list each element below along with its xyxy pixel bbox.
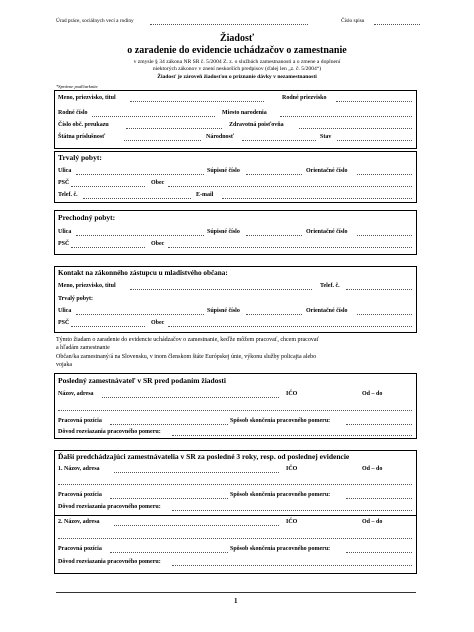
perm-email-field[interactable] xyxy=(222,198,412,199)
nationality-label: Národnosť xyxy=(206,134,235,140)
temp-street-label: Ulica xyxy=(58,229,72,235)
employer-2-name-field[interactable] xyxy=(114,525,279,526)
perm-town-field[interactable] xyxy=(168,186,412,187)
temp-orient-no-field[interactable] xyxy=(357,235,412,236)
employer-2-reason-label: Dôvod rozviazania pracovného pomeru: xyxy=(58,559,161,565)
guardian-street-label: Ulica xyxy=(58,308,72,314)
temp-psc-field[interactable] xyxy=(71,247,145,248)
file-no-label: Číslo spisu xyxy=(341,18,365,24)
employer-1-termination-field[interactable] xyxy=(346,498,412,499)
employer-2-address-field[interactable] xyxy=(58,538,412,539)
footer-rule xyxy=(56,592,416,593)
id-card-label: Číslo obč. preukazu xyxy=(58,122,109,128)
perm-street-field[interactable] xyxy=(76,174,204,175)
last-employer-address-field[interactable] xyxy=(58,410,412,411)
other-employers-heading: Ďalší predchádzajúci zamestnávatelia v SR za posledné 3 roky, resp. od poslednej evidencie xyxy=(58,452,350,461)
file-no-field[interactable] xyxy=(374,24,420,25)
birth-place-label: Miesto narodenia xyxy=(222,110,267,116)
name-label: Meno, priezvisko, titul xyxy=(58,95,116,101)
law-reference-1: v zmysle § 34 zákona NR SR č. 5/2004 Z. z. o službách zamestnanosti a o zmene a doplnení xyxy=(133,59,341,65)
permanent-residence-box xyxy=(54,151,417,203)
last-employer-ico-label: IČO xyxy=(286,391,298,397)
perm-phone-field[interactable] xyxy=(83,198,191,199)
temp-street-field[interactable] xyxy=(76,235,204,236)
employer-1-position-label: Pracovná pozícia xyxy=(58,492,102,498)
employer-2-position-field[interactable] xyxy=(110,552,228,553)
perm-phone-label: Telef. č. xyxy=(58,192,78,198)
perm-reg-no-label: Súpisné číslo xyxy=(207,168,240,174)
last-reason-label: Dôvod rozviazania pracovného pomeru: xyxy=(58,429,161,435)
employer-1-reason-field[interactable] xyxy=(172,510,412,511)
maiden-name-label: Rodné priezvisko xyxy=(282,95,327,101)
citizenship-label: Štátna príslušnosť xyxy=(58,134,106,140)
last-employer-name-field[interactable] xyxy=(102,397,279,398)
maiden-name-field[interactable] xyxy=(336,101,412,102)
guardian-name-field[interactable] xyxy=(130,289,312,290)
declaration-text-2: a hľadám zamestnanie xyxy=(56,345,110,351)
declaration-text-1: Týmto žiadam o zaradenie do evidencie uchádzačov o zamestnanie, keďže môžem pracovať, chcem pracovať xyxy=(56,337,320,343)
birth-place-field[interactable] xyxy=(280,116,412,117)
guardian-psc-label: PSČ xyxy=(58,320,70,326)
citizenship-field[interactable] xyxy=(124,140,201,141)
guardian-phone-field[interactable] xyxy=(346,289,412,290)
employee-text-2: vojaka xyxy=(56,362,72,368)
office-field[interactable] xyxy=(150,24,308,25)
benefit-note: Žiadosť je zároveň žiadosťou o priznanie dávky v nezamestnanosti xyxy=(157,74,317,80)
temporary-heading: Prechodný pobyt: xyxy=(58,213,116,222)
form-title: Žiadosť xyxy=(219,33,255,44)
last-employer-name-label: Názov, adresa xyxy=(58,391,94,397)
employer-2-termination-label: Spôsob skončenia pracovného pomeru: xyxy=(230,546,331,552)
temp-town-field[interactable] xyxy=(168,247,412,248)
perm-street-label: Ulica xyxy=(58,168,72,174)
last-position-field[interactable] xyxy=(110,424,228,425)
employer-1-reason-label: Dôvod rozviazania pracovného pomeru: xyxy=(58,504,161,510)
last-position-label: Pracovná pozícia xyxy=(58,418,102,424)
employer-2-name-label: 2. Názov, adresa xyxy=(58,519,100,525)
office-label: Úrad práce, sociálnych vecí a rodiny xyxy=(56,18,134,24)
temp-reg-no-field[interactable] xyxy=(246,235,302,236)
employer-1-address-field[interactable] xyxy=(58,484,412,485)
nationality-field[interactable] xyxy=(242,140,316,141)
temp-orient-no-label: Orientačné číslo xyxy=(306,229,348,235)
perm-email-label: E-mail xyxy=(196,192,214,198)
guardian-town-field[interactable] xyxy=(168,326,412,327)
insurance-label: Zdravotná poisťovňa xyxy=(229,122,284,128)
last-termination-field[interactable] xyxy=(346,424,412,425)
name-field[interactable] xyxy=(130,101,264,102)
status-field[interactable] xyxy=(337,140,412,141)
temp-town-label: Obec xyxy=(151,241,165,247)
underline-note: *Správne podčiarknite xyxy=(56,84,98,89)
perm-psc-label: PSČ xyxy=(58,180,70,186)
employer-1-name-label: 1. Názov, adresa xyxy=(58,466,100,472)
perm-orient-no-field[interactable] xyxy=(357,174,412,175)
temp-psc-label: PSČ xyxy=(58,241,70,247)
guardian-phone-label: Telef. č. xyxy=(320,283,340,289)
guardian-name-label: Meno, priezvisko, titul xyxy=(58,283,116,289)
insurance-field[interactable] xyxy=(299,128,412,129)
last-employer-dates-label: Od – do xyxy=(362,391,383,397)
birth-no-field[interactable] xyxy=(92,116,215,117)
perm-orient-no-label: Orientačné číslo xyxy=(306,168,348,174)
perm-psc-field[interactable] xyxy=(71,186,145,187)
guardian-orient-no-label: Orientačné číslo xyxy=(306,308,348,314)
form-subtitle: o zaradenie do evidencie uchádzačov o zamestnanie xyxy=(127,45,347,56)
birth-no-label: Rodné číslo xyxy=(58,110,88,116)
guardian-reg-no-label: Súpisné číslo xyxy=(207,308,240,314)
guardian-psc-field[interactable] xyxy=(71,326,145,327)
employer-1-dates-label: Od – do xyxy=(362,466,383,472)
employer-2-reason-field[interactable] xyxy=(172,565,412,566)
guardian-orient-no-field[interactable] xyxy=(357,314,412,315)
perm-reg-no-field[interactable] xyxy=(246,174,302,175)
law-reference-2: niektorých zákonov v znení neskorších predpisov (ďalej len „z. č. 5/2004“) xyxy=(152,66,322,72)
permanent-heading: Trvalý pobyt: xyxy=(58,153,102,162)
employer-1-termination-label: Spôsob skončenia pracovného pomeru: xyxy=(230,492,331,498)
employer-1-name-field[interactable] xyxy=(114,472,279,473)
guardian-street-field[interactable] xyxy=(76,314,204,315)
employer-2-termination-field[interactable] xyxy=(346,552,412,553)
employer-1-ico-label: IČO xyxy=(286,466,298,472)
employer-2-position-label: Pracovná pozícia xyxy=(58,546,102,552)
employer-2-dates-label: Od – do xyxy=(362,519,383,525)
guardian-reg-no-field[interactable] xyxy=(246,314,302,315)
employee-text-1: Občan/ka zamestnaný/á na Slovensku, v inom členskom štáte Európskej únie, výkonu služby policajta alebo xyxy=(56,354,317,360)
status-label: Stav xyxy=(320,134,332,140)
employer-2-ico-label: IČO xyxy=(286,519,298,525)
guardian-residence-label: Trvalý pobyt: xyxy=(58,296,94,302)
page-number: 1 xyxy=(234,597,238,605)
perm-town-label: Obec xyxy=(151,180,165,186)
employer-1-position-field[interactable] xyxy=(110,498,228,499)
employer-divider xyxy=(54,515,417,516)
guardian-heading: Kontakt na zákonného zástupcu u mladistvého občana: xyxy=(58,269,228,277)
last-termination-label: Spôsob skončenia pracovného pomeru: xyxy=(230,418,331,424)
id-card-field[interactable] xyxy=(126,128,222,129)
last-employer-heading: Posledný zamestnávateľ v SR pred podaním žiadosti xyxy=(58,376,226,385)
temp-reg-no-label: Súpisné číslo xyxy=(207,229,240,235)
last-reason-field[interactable] xyxy=(172,435,412,436)
guardian-town-label: Obec xyxy=(151,320,165,326)
